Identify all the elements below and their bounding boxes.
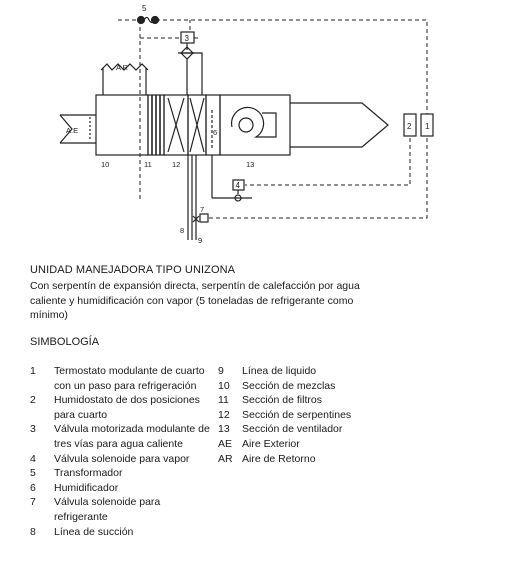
legend-text: Sección de ventilador [242, 423, 343, 436]
label-ar: A R [116, 63, 129, 72]
refrigerant-lines [180, 155, 205, 245]
legend-text: Sección de filtros [242, 394, 322, 407]
legend-item [30, 452, 215, 467]
humidifier-6 [206, 95, 220, 155]
legend-item [218, 379, 398, 394]
legend-left [30, 364, 215, 539]
air-handler-diagram [0, 0, 529, 260]
legend-text: Válvula motorizada modulante de tres vías para agua caliente [54, 423, 210, 450]
legend-text: Termostato modulante de cuarto con un paso para refrigeración [54, 365, 205, 392]
legend-text: Humidostato de dos posiciones para cuarto [54, 394, 200, 421]
legend-code: 13 [218, 423, 230, 436]
legend-text: Aire de Retorno [242, 452, 316, 465]
legend-item [218, 452, 398, 467]
legend-code: 1 [30, 365, 36, 377]
legend-item [30, 364, 215, 393]
legend-item [218, 437, 398, 452]
legend-code: 5 [30, 467, 36, 480]
legend-code: AE [218, 437, 233, 450]
legend-code: 4 [30, 452, 36, 465]
label-7: 7 [200, 205, 205, 214]
label-8: 8 [180, 226, 185, 235]
legend-code: 2 [30, 394, 36, 407]
label-2: 2 [407, 122, 412, 131]
legend-code: 12 [218, 408, 230, 421]
legend-item [30, 393, 215, 422]
label-3: 3 [184, 34, 189, 43]
legend-text: Línea de succión [54, 525, 134, 538]
legend-item [218, 393, 398, 408]
legend-right [218, 364, 398, 466]
refrigerant-solenoid-valve-7 [193, 205, 208, 222]
fan-section-13 [220, 95, 388, 169]
legend-code: 3 [30, 423, 36, 436]
motorized-valve-3 [178, 32, 202, 95]
legend-item [30, 466, 215, 481]
legend-text: Aire Exterior [242, 437, 300, 450]
label-13: 13 [246, 160, 255, 169]
symbology-title: SIMBOLOGÍA [30, 336, 100, 348]
legend-item [30, 481, 215, 496]
legend-code: AR [218, 452, 233, 465]
legend-item [218, 422, 398, 437]
transformer-5 [138, 4, 159, 24]
diagram-description: Con serpentín de expansión directa, serpentín de calefacción por agua caliente y humidificación con vapor (5 toneladas de refrigerante como mínimo) [30, 280, 360, 322]
diagram-title: UNIDAD MANEJADORA TIPO UNIZONA [30, 264, 236, 276]
thermostat-1 [421, 114, 433, 136]
legend-text: Válvula solenoide para vapor [54, 452, 190, 465]
legend-text: Línea de liquido [242, 365, 317, 377]
humidistat-2 [404, 114, 416, 136]
legend-text: Sección de mezclas [242, 379, 336, 392]
label-6: 6 [213, 128, 218, 137]
outside-air-duct [60, 115, 96, 143]
label-11: 11 [144, 160, 152, 169]
legend-text: Humidificador [54, 481, 119, 494]
return-air-duct [101, 63, 148, 95]
label-1: 1 [425, 122, 430, 131]
legend-item [218, 408, 398, 423]
legend-text: Válvula solenoide para refrigerante [54, 496, 161, 523]
legend-text: Sección de serpentines [242, 408, 352, 421]
label-12: 12 [172, 160, 181, 169]
coil-section-12 [164, 95, 206, 169]
legend-code: 10 [218, 379, 230, 392]
label-ae: A.E [66, 126, 79, 135]
legend-code: 7 [30, 496, 36, 509]
label-5: 5 [142, 4, 147, 13]
legend-item [218, 364, 398, 379]
label-10: 10 [101, 160, 110, 169]
label-9: 9 [198, 236, 203, 245]
legend-code: 9 [218, 365, 224, 377]
legend-code: 11 [218, 394, 229, 407]
legend-code: 6 [30, 481, 36, 494]
legend-item [30, 422, 215, 451]
legend-item [30, 495, 215, 524]
filter-section-11 [144, 95, 164, 169]
legend-code: 8 [30, 525, 36, 538]
legend-text: Transformador [54, 467, 123, 480]
legend-item [30, 525, 215, 540]
label-4: 4 [235, 181, 240, 190]
